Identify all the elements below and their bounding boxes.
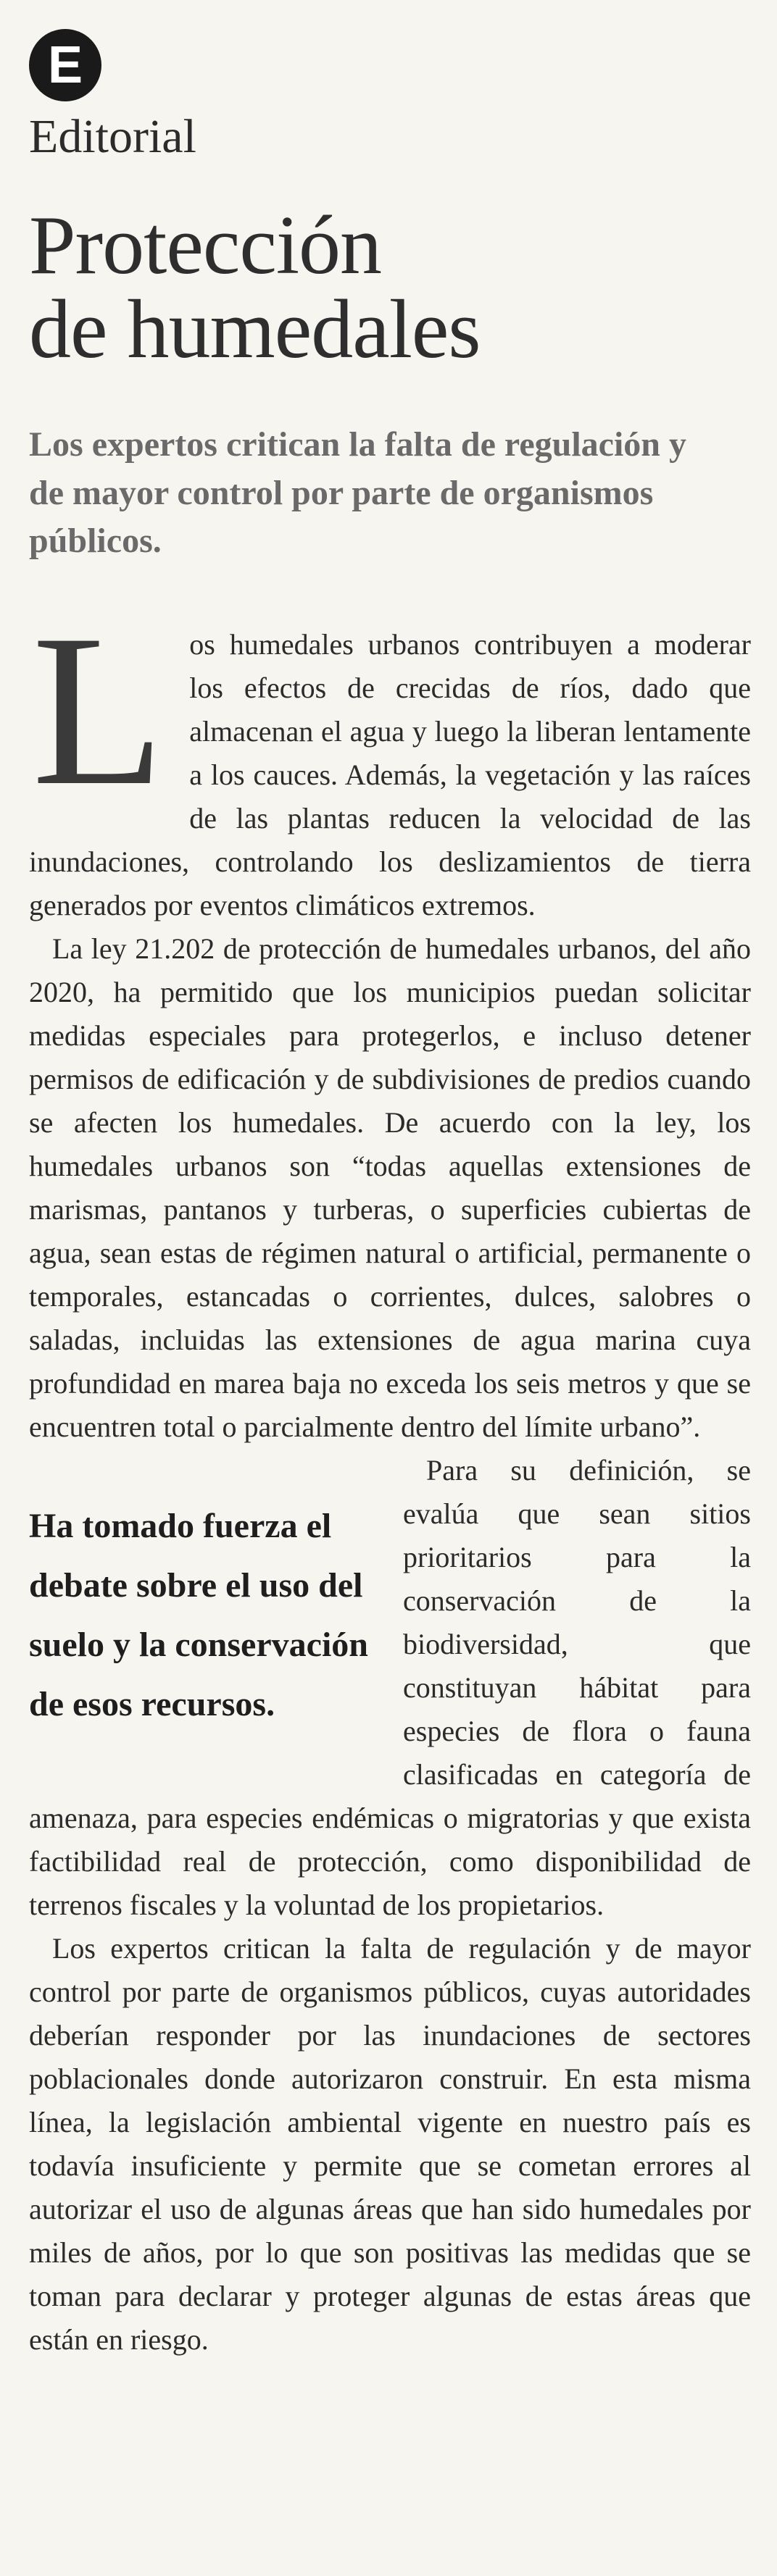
paragraph-2-text: La ley 21.202 de protección de humedales urbanos, del año 2020, ha permitido que los municipios puedan solicitar medidas especiales para protegerlos, e incluso detener permisos de edificación y de subdivisiones de predios cuando se afecten los humedales. De acuerdo con la ley, los humedales urbanos son “todas aquellas extensiones de marismas, pantanos y turberas, o superficies cubiertas de agua, sean estas de régimen natural o artificial, permanente o temporales, estancadas o corrientes, dulces, salobres o saladas, incluidas las extensiones de agua marina cuya profundidad en marea baja no exceda los seis metros y que se encuentren total o parcialmente dentro del límite urbano”. <box>29 932 751 1443</box>
section-badge: E <box>29 29 101 101</box>
paragraph-2 <box>29 927 751 1449</box>
title-line-2: de humedales <box>29 283 481 377</box>
paragraph-1-text: os humedales urbanos contribuyen a moderar los efectos de crecidas de ríos, dado que almacenan el agua y luego la liberan lentamente a los cauces. Además, la vegetación y las raíces de las plantas reducen la velocidad de las inundaciones, controlando los deslizamientos de tierra generados por eventos climáticos extremos. <box>29 628 751 921</box>
paragraph-4: Los expertos critican la falta de regulación y de mayor control por parte de organismos públicos, cuyas autoridades deberían responder por las inundaciones de sectores poblacionales donde autorizaron construir. En esta misma línea, la legislación ambiental vigente en nuestro país es todavía insuficiente y permite que se cometan errores al autorizar el uso de algunas áreas que han sido humedales por miles de años, por lo que son positivas las medidas que se toman para declarar y proteger algunas de estas áreas que están en riesgo. <box>29 1932 751 2356</box>
pull-quote: Ha tomado fuerza el debate sobre el uso del suelo y la conservación de esos recursos. <box>29 1507 368 1723</box>
paragraph-3: Para su definición, se evalúa que sean sitios prioritarios para la conservación de la biodiversidad, que constituyan hábitat para especies de flora o fauna clasificadas en categoría de amenaza, para especies endémicas o migratorias y que exista factibilidad real de protección, como disponibilidad de terrenos fiscales y la voluntad de los propietarios. <box>29 1454 751 1921</box>
editorial-page <box>29 29 751 2362</box>
article-subtitle: Los expertos critican la falta de regulación y de mayor control por parte de organismos públicos. <box>29 425 686 560</box>
article-body <box>29 590 751 2362</box>
drop-cap: L <box>32 590 165 830</box>
title-line-1: Protección <box>29 199 382 293</box>
section-label: Editorial <box>29 110 196 163</box>
paragraph-1 <box>29 590 751 927</box>
article-title <box>29 199 751 377</box>
